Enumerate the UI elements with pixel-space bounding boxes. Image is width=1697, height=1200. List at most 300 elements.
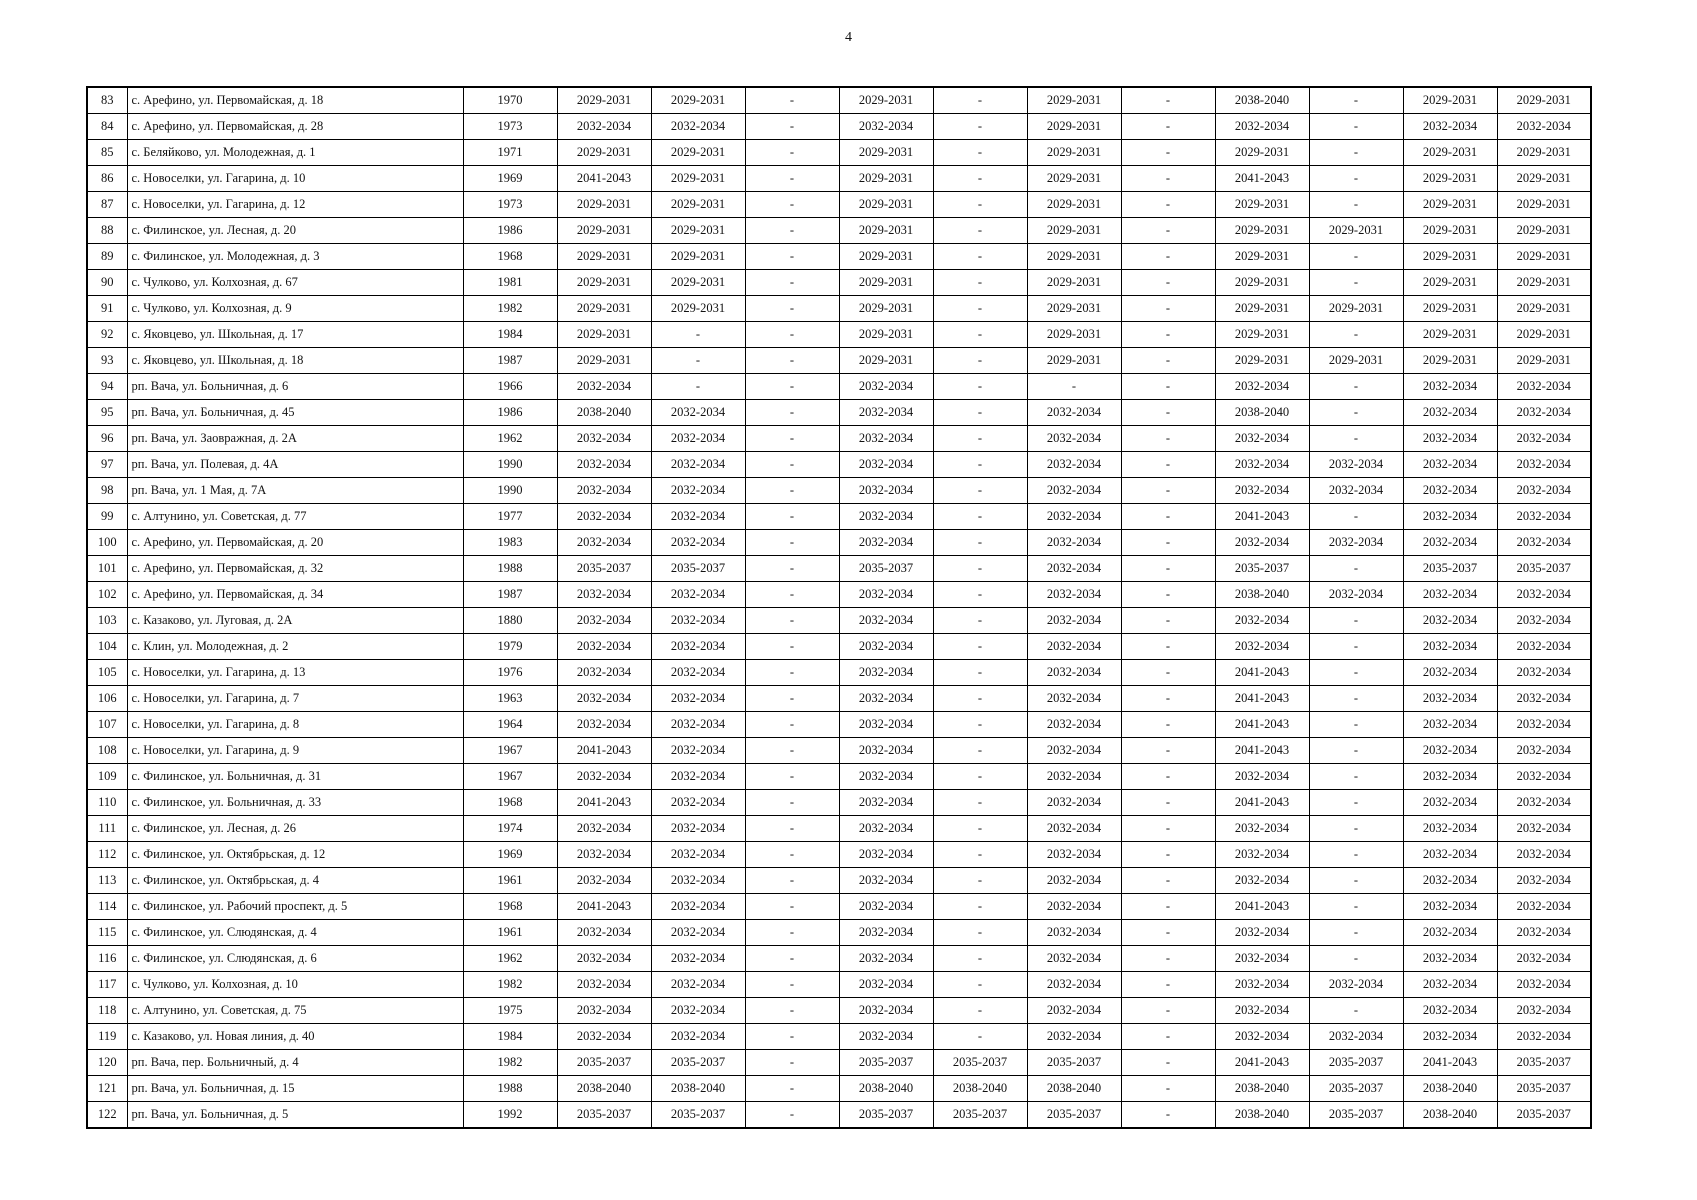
period-6-cell: 2032-2034 [1027,790,1121,816]
period-5-cell: - [933,686,1027,712]
period-2-cell: 2032-2034 [651,868,745,894]
period-11-cell: 2032-2034 [1497,426,1591,452]
period-6-cell: 2032-2034 [1027,764,1121,790]
period-9-cell: - [1309,426,1403,452]
year-built-cell: 1969 [463,842,557,868]
address-cell: рп. Вача, ул. 1 Мая, д. 7А [127,478,463,504]
period-3-cell: - [745,842,839,868]
period-11-cell: 2029-2031 [1497,348,1591,374]
period-11-cell: 2032-2034 [1497,400,1591,426]
period-6-cell: 2032-2034 [1027,426,1121,452]
period-6-cell: 2032-2034 [1027,478,1121,504]
address-cell: с. Беляйково, ул. Молодежная, д. 1 [127,140,463,166]
row-number-cell: 109 [87,764,127,790]
table-row [87,1102,1591,1129]
table-row [87,400,1591,426]
period-7-cell: - [1121,972,1215,998]
period-3-cell: - [745,972,839,998]
period-4-cell: 2029-2031 [839,87,933,114]
period-11-cell: 2032-2034 [1497,478,1591,504]
period-5-cell: - [933,556,1027,582]
period-11-cell: 2035-2037 [1497,1076,1591,1102]
period-10-cell: 2029-2031 [1403,166,1497,192]
table-row [87,686,1591,712]
year-built-cell: 1990 [463,452,557,478]
period-2-cell: 2029-2031 [651,296,745,322]
period-10-cell: 2032-2034 [1403,660,1497,686]
period-8-cell: 2032-2034 [1215,478,1309,504]
period-8-cell: 2029-2031 [1215,140,1309,166]
period-4-cell: 2032-2034 [839,114,933,140]
period-5-cell: - [933,1024,1027,1050]
period-7-cell: - [1121,686,1215,712]
address-cell: с. Новоселки, ул. Гагарина, д. 13 [127,660,463,686]
period-6-cell: 2032-2034 [1027,842,1121,868]
row-number-cell: 99 [87,504,127,530]
table-row [87,166,1591,192]
period-11-cell: 2032-2034 [1497,1024,1591,1050]
period-4-cell: 2029-2031 [839,192,933,218]
period-6-cell: 2032-2034 [1027,894,1121,920]
period-7-cell: - [1121,894,1215,920]
period-1-cell: 2041-2043 [557,790,651,816]
period-4-cell: 2032-2034 [839,426,933,452]
address-cell: с. Новоселки, ул. Гагарина, д. 7 [127,686,463,712]
period-11-cell: 2032-2034 [1497,114,1591,140]
period-5-cell: - [933,920,1027,946]
year-built-cell: 1971 [463,140,557,166]
year-built-cell: 1969 [463,166,557,192]
period-11-cell: 2032-2034 [1497,998,1591,1024]
address-cell: рп. Вача, ул. Заовражная, д. 2А [127,426,463,452]
period-9-cell: 2032-2034 [1309,530,1403,556]
period-3-cell: - [745,114,839,140]
period-7-cell: - [1121,296,1215,322]
period-4-cell: 2032-2034 [839,738,933,764]
period-2-cell: 2032-2034 [651,608,745,634]
address-cell: с. Арефино, ул. Первомайская, д. 34 [127,582,463,608]
period-9-cell: 2035-2037 [1309,1050,1403,1076]
period-6-cell: 2032-2034 [1027,686,1121,712]
period-10-cell: 2032-2034 [1403,790,1497,816]
period-6-cell: 2032-2034 [1027,816,1121,842]
year-built-cell: 1988 [463,1076,557,1102]
period-7-cell: - [1121,712,1215,738]
year-built-cell: 1967 [463,764,557,790]
period-11-cell: 2032-2034 [1497,972,1591,998]
period-8-cell: 2032-2034 [1215,426,1309,452]
period-5-cell: - [933,608,1027,634]
table-row [87,946,1591,972]
period-10-cell: 2035-2037 [1403,556,1497,582]
period-5-cell: - [933,374,1027,400]
period-11-cell: 2035-2037 [1497,1050,1591,1076]
period-3-cell: - [745,868,839,894]
period-3-cell: - [745,87,839,114]
row-number-cell: 92 [87,322,127,348]
year-built-cell: 1984 [463,1024,557,1050]
address-cell: с. Чулково, ул. Колхозная, д. 67 [127,270,463,296]
period-9-cell: - [1309,842,1403,868]
period-3-cell: - [745,608,839,634]
row-number-cell: 105 [87,660,127,686]
period-9-cell: - [1309,504,1403,530]
period-8-cell: 2029-2031 [1215,270,1309,296]
period-2-cell: 2032-2034 [651,920,745,946]
period-1-cell: 2032-2034 [557,946,651,972]
row-number-cell: 114 [87,894,127,920]
period-8-cell: 2032-2034 [1215,1024,1309,1050]
year-built-cell: 1981 [463,270,557,296]
period-2-cell: 2032-2034 [651,114,745,140]
period-4-cell: 2032-2034 [839,530,933,556]
period-9-cell: 2032-2034 [1309,452,1403,478]
row-number-cell: 89 [87,244,127,270]
period-2-cell: 2032-2034 [651,686,745,712]
period-6-cell: - [1027,374,1121,400]
period-5-cell: - [933,296,1027,322]
table-row [87,790,1591,816]
period-5-cell: - [933,87,1027,114]
period-10-cell: 2032-2034 [1403,972,1497,998]
period-11-cell: 2032-2034 [1497,920,1591,946]
period-5-cell: - [933,478,1027,504]
period-1-cell: 2032-2034 [557,582,651,608]
period-2-cell: 2032-2034 [651,764,745,790]
period-5-cell: - [933,972,1027,998]
period-3-cell: - [745,712,839,738]
period-2-cell: 2032-2034 [651,582,745,608]
period-1-cell: 2041-2043 [557,166,651,192]
period-11-cell: 2035-2037 [1497,556,1591,582]
period-5-cell: - [933,504,1027,530]
period-11-cell: 2029-2031 [1497,270,1591,296]
address-cell: с. Филинское, ул. Больничная, д. 31 [127,764,463,790]
period-3-cell: - [745,1102,839,1129]
period-4-cell: 2029-2031 [839,166,933,192]
period-6-cell: 2029-2031 [1027,322,1121,348]
period-5-cell: - [933,764,1027,790]
table-row [87,738,1591,764]
table-row [87,348,1591,374]
row-number-cell: 93 [87,348,127,374]
period-7-cell: - [1121,114,1215,140]
period-3-cell: - [745,374,839,400]
period-4-cell: 2032-2034 [839,920,933,946]
year-built-cell: 1962 [463,426,557,452]
period-7-cell: - [1121,426,1215,452]
table-row [87,452,1591,478]
table-row [87,608,1591,634]
period-5-cell: 2038-2040 [933,1076,1027,1102]
period-7-cell: - [1121,1076,1215,1102]
period-7-cell: - [1121,1024,1215,1050]
period-4-cell: 2032-2034 [839,946,933,972]
period-8-cell: 2032-2034 [1215,452,1309,478]
period-5-cell: - [933,452,1027,478]
period-2-cell: 2032-2034 [651,816,745,842]
address-cell: с. Филинское, ул. Молодежная, д. 3 [127,244,463,270]
period-5-cell: - [933,322,1027,348]
period-7-cell: - [1121,582,1215,608]
period-11-cell: 2032-2034 [1497,686,1591,712]
period-3-cell: - [745,946,839,972]
period-7-cell: - [1121,530,1215,556]
period-6-cell: 2032-2034 [1027,920,1121,946]
period-7-cell: - [1121,348,1215,374]
period-2-cell: 2032-2034 [651,634,745,660]
period-6-cell: 2035-2037 [1027,1050,1121,1076]
period-11-cell: 2032-2034 [1497,946,1591,972]
period-7-cell: - [1121,868,1215,894]
row-number-cell: 96 [87,426,127,452]
year-built-cell: 1968 [463,790,557,816]
period-8-cell: 2041-2043 [1215,504,1309,530]
table-row [87,296,1591,322]
period-11-cell: 2032-2034 [1497,582,1591,608]
table-row [87,504,1591,530]
period-3-cell: - [745,582,839,608]
period-4-cell: 2032-2034 [839,712,933,738]
period-9-cell: 2035-2037 [1309,1076,1403,1102]
period-1-cell: 2032-2034 [557,114,651,140]
period-5-cell: - [933,140,1027,166]
period-11-cell: 2032-2034 [1497,868,1591,894]
period-4-cell: 2032-2034 [839,660,933,686]
period-1-cell: 2032-2034 [557,452,651,478]
year-built-cell: 1970 [463,87,557,114]
period-2-cell: 2032-2034 [651,504,745,530]
address-cell: с. Филинское, ул. Больничная, д. 33 [127,790,463,816]
page-number: 4 [845,30,852,45]
period-3-cell: - [745,296,839,322]
period-4-cell: 2029-2031 [839,140,933,166]
year-built-cell: 1982 [463,296,557,322]
year-built-cell: 1987 [463,582,557,608]
period-3-cell: - [745,556,839,582]
period-8-cell: 2029-2031 [1215,348,1309,374]
address-cell: с. Чулково, ул. Колхозная, д. 9 [127,296,463,322]
period-8-cell: 2041-2043 [1215,790,1309,816]
period-11-cell: 2032-2034 [1497,842,1591,868]
period-10-cell: 2029-2031 [1403,140,1497,166]
period-6-cell: 2029-2031 [1027,218,1121,244]
row-number-cell: 117 [87,972,127,998]
period-9-cell: - [1309,374,1403,400]
year-built-cell: 1964 [463,712,557,738]
period-2-cell: 2032-2034 [651,842,745,868]
period-11-cell: 2032-2034 [1497,634,1591,660]
row-number-cell: 100 [87,530,127,556]
period-5-cell: - [933,816,1027,842]
period-10-cell: 2038-2040 [1403,1102,1497,1129]
year-built-cell: 1983 [463,530,557,556]
year-built-cell: 1986 [463,400,557,426]
period-10-cell: 2032-2034 [1403,452,1497,478]
period-8-cell: 2032-2034 [1215,530,1309,556]
period-2-cell: 2032-2034 [651,530,745,556]
address-cell: с. Филинское, ул. Рабочий проспект, д. 5 [127,894,463,920]
period-9-cell: 2032-2034 [1309,478,1403,504]
table-row [87,634,1591,660]
period-3-cell: - [745,192,839,218]
period-4-cell: 2032-2034 [839,764,933,790]
table-row [87,816,1591,842]
period-1-cell: 2032-2034 [557,712,651,738]
period-4-cell: 2032-2034 [839,686,933,712]
table-row [87,998,1591,1024]
period-10-cell: 2038-2040 [1403,1076,1497,1102]
year-built-cell: 1990 [463,478,557,504]
row-number-cell: 115 [87,920,127,946]
period-1-cell: 2029-2031 [557,348,651,374]
period-11-cell: 2032-2034 [1497,608,1591,634]
period-6-cell: 2032-2034 [1027,608,1121,634]
table-row [87,842,1591,868]
period-2-cell: - [651,348,745,374]
period-11-cell: 2032-2034 [1497,452,1591,478]
period-4-cell: 2032-2034 [839,634,933,660]
period-3-cell: - [745,686,839,712]
address-cell: с. Казаково, ул. Новая линия, д. 40 [127,1024,463,1050]
period-7-cell: - [1121,1102,1215,1129]
period-10-cell: 2029-2031 [1403,322,1497,348]
period-7-cell: - [1121,504,1215,530]
table-row [87,478,1591,504]
period-1-cell: 2032-2034 [557,478,651,504]
period-5-cell: 2035-2037 [933,1102,1027,1129]
period-6-cell: 2029-2031 [1027,296,1121,322]
period-9-cell: - [1309,608,1403,634]
address-cell: с. Новоселки, ул. Гагарина, д. 8 [127,712,463,738]
period-6-cell: 2032-2034 [1027,400,1121,426]
period-6-cell: 2032-2034 [1027,738,1121,764]
period-10-cell: 2032-2034 [1403,764,1497,790]
period-1-cell: 2032-2034 [557,634,651,660]
period-3-cell: - [745,400,839,426]
year-built-cell: 1988 [463,556,557,582]
period-10-cell: 2032-2034 [1403,946,1497,972]
period-6-cell: 2029-2031 [1027,87,1121,114]
period-9-cell: - [1309,790,1403,816]
period-1-cell: 2032-2034 [557,868,651,894]
period-10-cell: 2032-2034 [1403,998,1497,1024]
period-11-cell: 2032-2034 [1497,764,1591,790]
period-9-cell: - [1309,738,1403,764]
period-4-cell: 2032-2034 [839,972,933,998]
row-number-cell: 110 [87,790,127,816]
period-4-cell: 2032-2034 [839,452,933,478]
period-11-cell: 2029-2031 [1497,322,1591,348]
period-6-cell: 2032-2034 [1027,998,1121,1024]
period-7-cell: - [1121,608,1215,634]
period-1-cell: 2029-2031 [557,244,651,270]
row-number-cell: 88 [87,218,127,244]
period-10-cell: 2032-2034 [1403,582,1497,608]
period-4-cell: 2029-2031 [839,322,933,348]
period-6-cell: 2032-2034 [1027,868,1121,894]
period-4-cell: 2032-2034 [839,998,933,1024]
period-9-cell: - [1309,166,1403,192]
period-11-cell: 2035-2037 [1497,1102,1591,1129]
period-11-cell: 2032-2034 [1497,530,1591,556]
period-1-cell: 2029-2031 [557,218,651,244]
year-built-cell: 1973 [463,192,557,218]
period-4-cell: 2032-2034 [839,868,933,894]
period-4-cell: 2032-2034 [839,374,933,400]
row-number-cell: 85 [87,140,127,166]
period-8-cell: 2032-2034 [1215,920,1309,946]
address-cell: с. Филинское, ул. Лесная, д. 20 [127,218,463,244]
period-2-cell: 2032-2034 [651,712,745,738]
period-4-cell: 2038-2040 [839,1076,933,1102]
year-built-cell: 1977 [463,504,557,530]
period-9-cell: - [1309,868,1403,894]
address-cell: рп. Вача, ул. Больничная, д. 15 [127,1076,463,1102]
table-row [87,244,1591,270]
period-3-cell: - [745,140,839,166]
period-6-cell: 2032-2034 [1027,452,1121,478]
period-10-cell: 2032-2034 [1403,842,1497,868]
period-11-cell: 2029-2031 [1497,296,1591,322]
table-row [87,87,1591,114]
address-cell: с. Филинское, ул. Лесная, д. 26 [127,816,463,842]
period-1-cell: 2032-2034 [557,660,651,686]
address-cell: с. Арефино, ул. Первомайская, д. 18 [127,87,463,114]
period-9-cell: - [1309,920,1403,946]
period-1-cell: 2038-2040 [557,1076,651,1102]
period-9-cell: 2032-2034 [1309,972,1403,998]
period-5-cell: - [933,738,1027,764]
address-cell: с. Новоселки, ул. Гагарина, д. 12 [127,192,463,218]
period-1-cell: 2035-2037 [557,1102,651,1129]
period-7-cell: - [1121,660,1215,686]
period-1-cell: 2032-2034 [557,920,651,946]
period-1-cell: 2032-2034 [557,608,651,634]
address-cell: с. Филинское, ул. Слюдянская, д. 4 [127,920,463,946]
table-row [87,374,1591,400]
period-1-cell: 2032-2034 [557,504,651,530]
period-10-cell: 2032-2034 [1403,504,1497,530]
year-built-cell: 1968 [463,894,557,920]
period-6-cell: 2038-2040 [1027,1076,1121,1102]
table-row [87,270,1591,296]
period-10-cell: 2029-2031 [1403,192,1497,218]
period-5-cell: - [933,868,1027,894]
address-cell: с. Алтунино, ул. Советская, д. 77 [127,504,463,530]
period-9-cell: 2032-2034 [1309,1024,1403,1050]
table-row [87,660,1591,686]
address-cell: с. Арефино, ул. Первомайская, д. 20 [127,530,463,556]
period-4-cell: 2032-2034 [839,400,933,426]
row-number-cell: 84 [87,114,127,140]
period-6-cell: 2029-2031 [1027,244,1121,270]
period-7-cell: - [1121,816,1215,842]
period-5-cell: - [933,426,1027,452]
address-cell: рп. Вача, ул. Больничная, д. 5 [127,1102,463,1129]
address-cell: с. Алтунино, ул. Советская, д. 75 [127,998,463,1024]
row-number-cell: 98 [87,478,127,504]
row-number-cell: 119 [87,1024,127,1050]
address-cell: рп. Вача, ул. Больничная, д. 6 [127,374,463,400]
period-6-cell: 2032-2034 [1027,530,1121,556]
row-number-cell: 94 [87,374,127,400]
period-10-cell: 2029-2031 [1403,244,1497,270]
period-4-cell: 2032-2034 [839,504,933,530]
period-3-cell: - [745,894,839,920]
period-7-cell: - [1121,218,1215,244]
period-5-cell: - [933,998,1027,1024]
